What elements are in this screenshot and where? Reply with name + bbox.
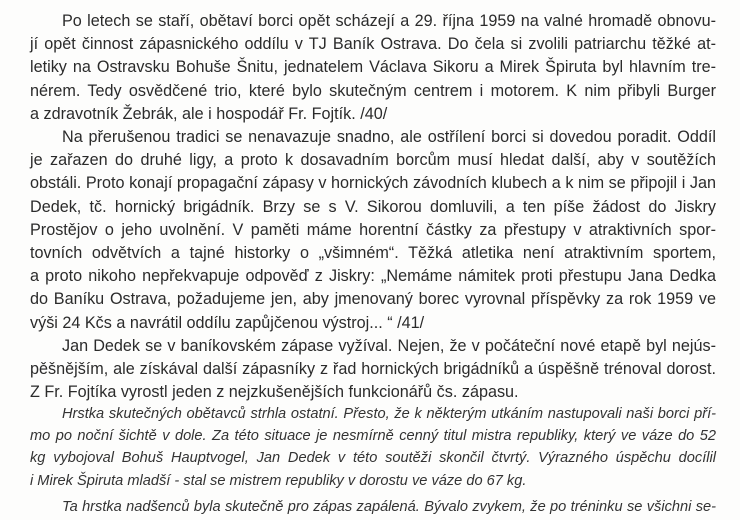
- paragraph-italic-champions: [30, 403, 716, 492]
- text-line: Na přerušenou tradici se nenavazuje snadno, ale ostřílení borci si dovedou poradit. Oddíl: [62, 128, 716, 146]
- paragraph-club-renewal: [30, 10, 716, 126]
- text-line: Prostějov o jeho uvolnění. V paměti máme horentní částky za přestupy v atraktivních spor-: [30, 220, 716, 239]
- text-line: Jan Dedek se v baníkovském zápase vyžíval. Nejen, že v počáteční nové etapě byl nejús-: [62, 337, 716, 355]
- text-line: výši 24 Kčs a navrátil oddílu zapůjčenou výstroj... “ /41/: [30, 313, 425, 332]
- text-line: a zdravotník Žebrák, ale i hospodář Fr. Fojtík. /40/: [30, 104, 388, 123]
- text-line: mo po noční šichtě v dole. Za této situace je nesmírně cenný titul mistra republiky, který ve váze do 52: [30, 428, 716, 445]
- paragraph-second-league: [30, 126, 716, 335]
- text-line: Ta hrstka nadšenců byla skutečně pro zápas zapálená. Bývalo zvykem, že po tréninku se všichni se-: [62, 499, 716, 515]
- text-line: Po letech se staří, obětaví borci opět scházejí a 29. října 1959 na valné hromadě obnovu-: [62, 12, 716, 30]
- text-line: jí opět činnost zápasnického oddílu v TJ Baník Ostrava. Do čela si zvolili patriarchu těžké at-: [30, 35, 716, 54]
- text-line: obstáli. Proto konají propagační zápasy v hornických závodních klubech a k nim se připojil i Jan: [30, 174, 716, 193]
- text-line: je zařazen do druhé ligy, a proto k dosavadním borcům musí hledat další, aby v soutěžích: [30, 151, 716, 170]
- text-line: pěšnějším, ale získával další zápasníky z řad hornických brigádníků a úspěšně trénoval dorost.: [30, 360, 716, 379]
- paragraph-jan-dedek: [30, 335, 716, 405]
- text-line: kg vybojoval Bohuš Hauptvogel, Jan Dedek v této soutěži skončil čtvrtý. Výrazného úspěchu docílil: [30, 450, 716, 467]
- text-line: letiky na Ostravsku Bohuše Šnitu, jednatelem Václava Sikoru a Mirek Špiruta byl hlavním tre-: [30, 58, 716, 77]
- text-line: Dedek, tč. hornický brigádník. Brzy se s V. Sikorou domluvili, a ten píše žádost do Jiskry: [30, 197, 716, 216]
- text-line: i Mirek Špiruta mladší - stal se mistrem republiky v dorostu ve váze do 67 kg.: [30, 472, 527, 489]
- text-line: a proto nikoho nepřekvapuje odpověď z Jiskry: „Nemáme námitek proti přestupu Jana Dedka: [30, 267, 716, 286]
- text-line: nérem. Tedy osvědčené trio, které bylo skutečným centrem i motorem. K nim přibyli Burger: [30, 81, 716, 100]
- text-line: Hrstka skutečných obětavců strhla ostatní. Přesto, že k některým utkáním nastupovali naši borci pří-: [62, 406, 716, 422]
- paragraph-italic-enthusiasts: [30, 496, 716, 518]
- text-line: Z Fr. Fojtíka vyrostl jeden z nejzkušenějších funkcionářů čs. zápasu.: [30, 383, 519, 402]
- text-line: do Baníku Ostrava, požadujeme jen, aby jmenovaný borec vyrovnal příspěvky za rok 1959 ve: [30, 290, 716, 309]
- text-line: tovních odvětvích a tajné historky o „všimném“. Těžká atletika není atraktivním sportem,: [30, 244, 716, 263]
